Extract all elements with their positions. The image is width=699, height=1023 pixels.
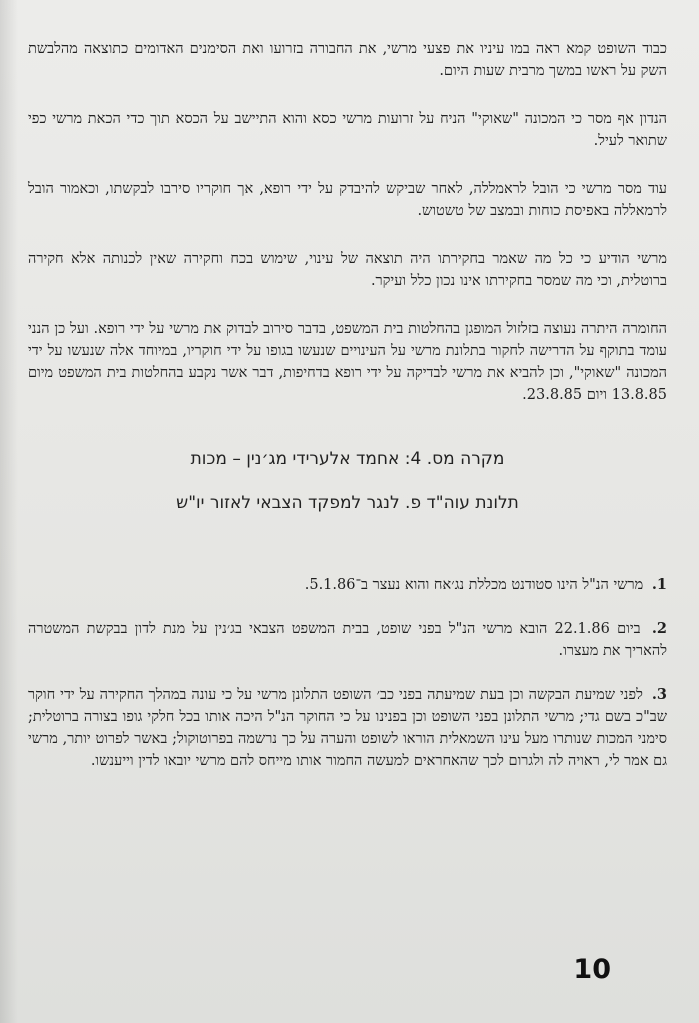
- paragraph-1: כבוד השופט קמא ראה במו עיניו את פצעי מרשי, את החבורה בזרועו ואת הסימנים האדומים כתוצאה מהלבשת השק על ראשו במשך מרבית שעות היום.: [28, 41, 667, 79]
- page-shadow: [0, 0, 18, 1023]
- case-heading: מקרה מס. 4: אחמד אלערידי מג׳נין – מכות: [190, 449, 505, 469]
- numbered-item-1: [28, 574, 667, 596]
- paragraph-4: מרשי הודיע כי כל מה שאמר בחקירתו היה תוצאה של עינוי, שימוש בכח וחקירה שאין לכנותה אלא חקירה ברוטלית, וכי מה שמסר בחקירתו אינו נכון כלל ועיקר.: [28, 251, 667, 289]
- numbered-item-2: [28, 618, 667, 662]
- document-body: [28, 38, 667, 794]
- item-number: 2.: [651, 620, 667, 637]
- numbered-item-3: [28, 684, 667, 772]
- paragraph-3: עוד מסר מרשי כי הובל לראמללה, לאחר שביקש להיבדק על ידי רופא, אך חוקריו סירבו לבקשתו, וכאמור הובל לרמאללה באפיסת כוחות ובמצב של טשטוש.: [28, 181, 667, 219]
- item-text: לפני שמיעת הבקשה וכן בעת שמיעתה בפני כב׳ השופט התלונן מרשי על כי עונה במהלך החקירה על ידי חוקר שב"כ בשם גדי; מרשי התלונן בפני השופט וכן בפנינו על כי החוקר הנ"ל היכה אותו בכל חלקי גופו בצורה ברוטלית; סימני המכות שנותרו מעל עינו השמאלית הוראו לשופט והערה על כך נרשמה בפרוטוקול; באשר לפרוט יותר, מרשי גם אמר לי, ראויה לה ולגרום לכך שהאחראים למעשה החמור אותו מייחס להם מרשי יובאו לדין וייענשו.: [28, 687, 667, 769]
- item-text: מרשי הנ"ל הינו סטודנט מכללת נג׳אח והוא נעצר ב־5.1.86.: [304, 577, 644, 593]
- item-text: ביום 22.1.86 הובא מרשי הנ"ל בפני שופט, בבית המשפט הצבאי בג׳נין על מנת לדון בבקשת המשטרה להאריך את מעצרו.: [28, 621, 667, 659]
- item-number: 3.: [651, 686, 667, 703]
- item-number: 1.: [651, 576, 667, 593]
- paragraph-5: החומרה היתרה נעוצה בזלזול המופגן בהחלטות בית המשפט, בדבר סירוב לבדוק את מרשי על ידי רופא. ועל כן הנני עומד בתוקף על הדרישה לחקור בתלונת מרשי על העינויים שנעשו בגופו על ידי חוקריו, במיוחד אלה שנעשו על ידי המכונה "שאוקי", וכן להביא את מרשי לבדיקה על ידי רופא בדחיפות, דבר אשר נקבע בהחלטות בית המשפט מיום 13.8.85 ויום 23.8.85.: [28, 321, 667, 403]
- page-number: 10: [573, 954, 611, 985]
- complaint-heading: תלונת עוה"ד פ. לנגר למפקד הצבאי לאזור יו"ש: [176, 493, 519, 513]
- paragraph-2: הנדון אף מסר כי המכונה "שאוקי" הניח על זרועות מרשי כסא והוא התיישב על הכסא תוך כדי הכאת מרשי כפי שתואר לעיל.: [28, 111, 667, 149]
